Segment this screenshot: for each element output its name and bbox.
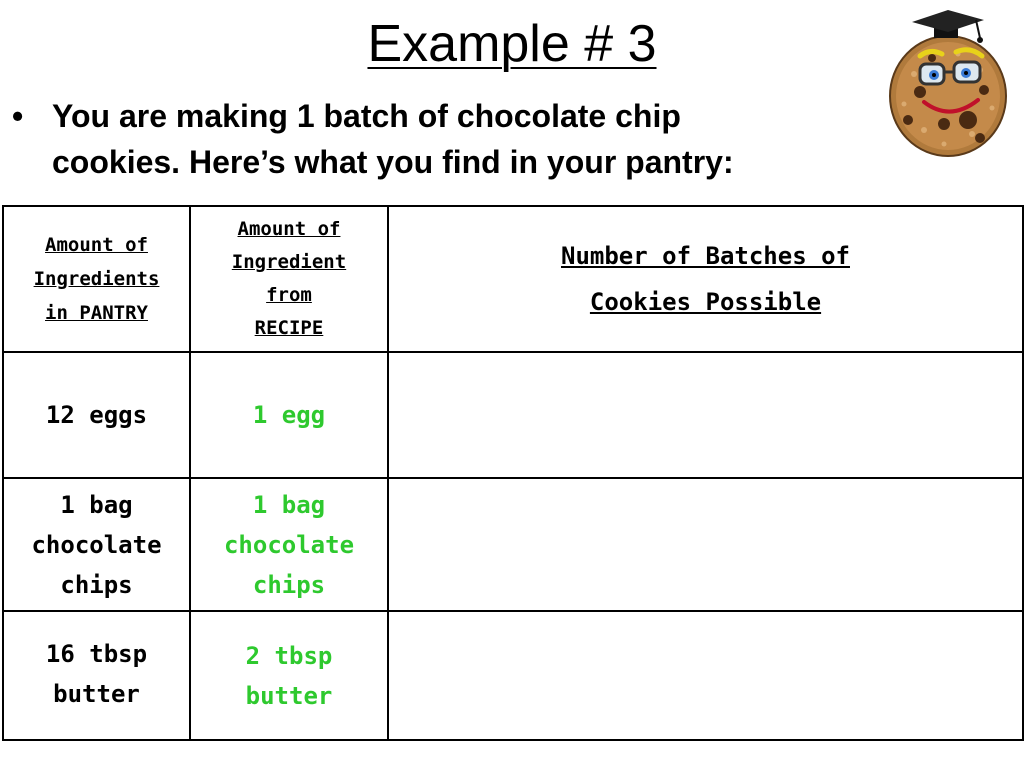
header-recipe-line: from: [266, 284, 312, 306]
recipe-text: 2 tbsp: [245, 641, 333, 670]
pantry-text: chips: [60, 570, 133, 599]
batches-answer-cell: [388, 478, 1023, 611]
pantry-text: 12 eggs: [45, 401, 148, 429]
slide-title-text: Example # 3: [367, 15, 657, 73]
bullet-line-1: You are making 1 batch of chocolate chip: [52, 98, 681, 134]
bullet-icon: •: [12, 98, 24, 134]
header-pantry-line: Ingredients: [33, 268, 160, 290]
recipe-cell: [190, 478, 388, 611]
table-row: [3, 478, 1023, 611]
recipe-cell: [190, 611, 388, 740]
header-batches: [388, 206, 1023, 352]
pantry-cell: [3, 352, 190, 478]
pantry-text: chocolate: [31, 530, 162, 559]
recipe-text: 1 egg: [252, 401, 326, 429]
bullet-point: [12, 93, 912, 185]
pantry-text: 1 bag: [60, 490, 133, 519]
pantry-cell: [3, 611, 190, 740]
table-row: [3, 611, 1023, 740]
pantry-text: 16 tbsp: [45, 640, 148, 668]
bullet-text: [52, 93, 912, 185]
header-batches-line: Cookies Possible: [589, 288, 822, 316]
pantry-cell: [3, 478, 190, 611]
cookie-graduate-mascot-icon: [884, 4, 1012, 164]
header-pantry-line: in PANTRY: [45, 302, 148, 324]
table-header-row: [3, 206, 1023, 352]
batches-table: [2, 205, 1024, 741]
recipe-text: chips: [252, 570, 326, 599]
header-recipe-line: RECIPE: [254, 317, 324, 339]
batches-answer-cell: [388, 352, 1023, 478]
recipe-text: chocolate: [223, 530, 355, 559]
header-batches-line: Number of Batches of: [561, 242, 850, 270]
header-recipe: [190, 206, 388, 352]
header-pantry: [3, 206, 190, 352]
bullet-line-2: cookies. Here’s what you find in your pantry:: [52, 144, 734, 180]
table-row: [3, 352, 1023, 478]
recipe-text: butter: [245, 681, 333, 710]
slide-title: [0, 6, 1024, 82]
recipe-text: 1 bag: [252, 490, 326, 519]
header-recipe-line: Ingredient: [231, 251, 347, 273]
batches-answer-cell: [388, 611, 1023, 740]
header-pantry-line: Amount of: [45, 234, 148, 256]
pantry-text: butter: [53, 680, 140, 708]
recipe-cell: [190, 352, 388, 478]
header-recipe-line: Amount of: [237, 218, 341, 240]
